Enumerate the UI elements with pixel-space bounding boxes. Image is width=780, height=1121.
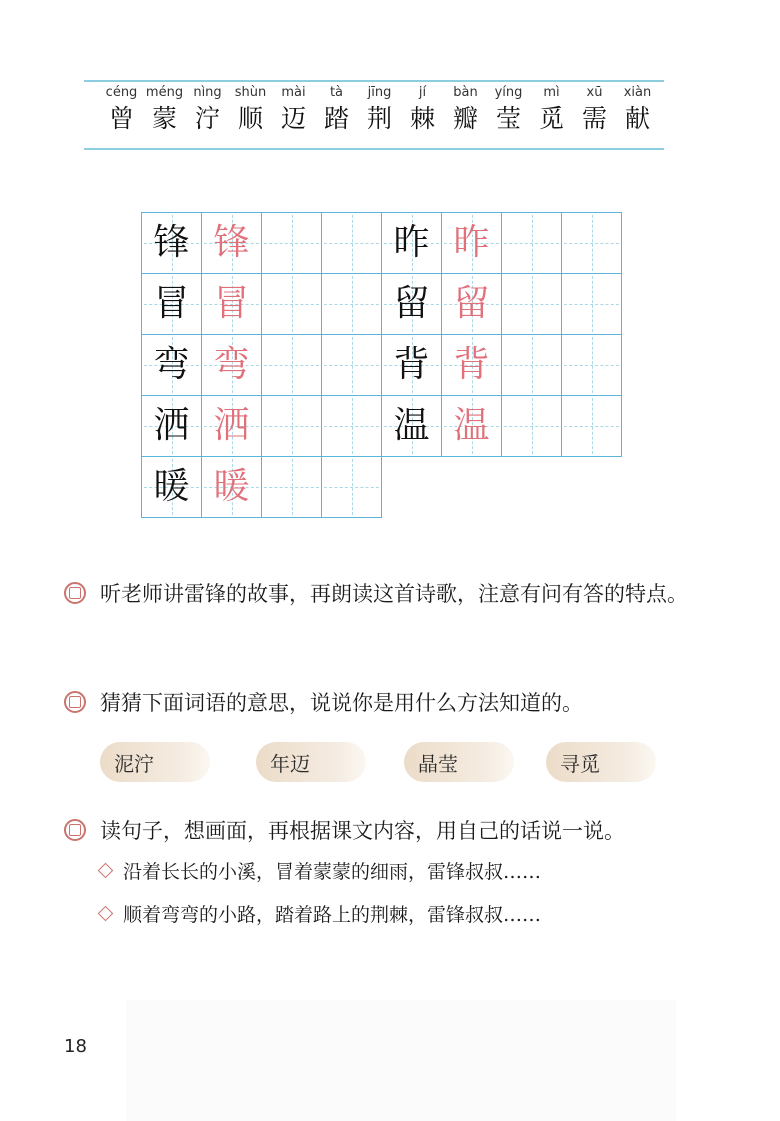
grid-cell-trace-char [442, 335, 502, 396]
grid-cell-empty [322, 213, 382, 274]
vocab-item [100, 84, 143, 148]
grid-cell-empty [502, 274, 562, 335]
grid-char: 留 [453, 283, 490, 324]
vocab-item [315, 84, 358, 148]
grid-cell-empty [262, 396, 322, 457]
grid-char: 洒 [213, 405, 250, 446]
word-row [100, 738, 660, 788]
grid-cell-model-char [382, 274, 442, 335]
vocab-item [272, 84, 315, 148]
grid-cell-trace-char [442, 396, 502, 457]
grid-cell-empty [322, 274, 382, 335]
vocab-item [143, 84, 186, 148]
grid-cell-model-char [142, 213, 202, 274]
grid-cell-empty [262, 274, 322, 335]
grid-char: 昨 [393, 222, 430, 263]
bottom-blank-panel [126, 1000, 676, 1121]
vocab-pinyin: mì [543, 85, 560, 100]
vocab-item [530, 84, 573, 148]
vocab-pinyin: bàn [453, 85, 478, 100]
vocab-item [573, 84, 616, 148]
grid-cell-empty [562, 274, 622, 335]
grid-char: 昨 [453, 222, 490, 263]
grid-char: 弯 [213, 344, 250, 385]
grid-cell-trace-char [202, 274, 262, 335]
word-card: 泥泞 [100, 742, 210, 782]
vocab-hanzi: 棘 [409, 104, 435, 133]
vocab-item [487, 84, 530, 148]
vocab-pinyin: méng [145, 85, 184, 100]
grid-cell-empty [262, 457, 322, 518]
grid-cell-trace-char [442, 213, 502, 274]
sentence-item [100, 857, 541, 884]
seal-icon [64, 582, 86, 604]
grid-char: 背 [453, 344, 490, 385]
vocab-item [358, 84, 401, 148]
grid-cell-empty [322, 457, 382, 518]
vocab-pinyin: shùn [234, 85, 267, 100]
grid-char: 温 [453, 405, 490, 446]
vocab-hanzi: 莹 [495, 104, 521, 133]
vocab-item [616, 84, 659, 148]
grid-cell-empty [502, 396, 562, 457]
vocab-item [186, 84, 229, 148]
grid-char: 弯 [153, 344, 190, 385]
vocab-pinyin: jí [418, 85, 427, 100]
exercise-2-text: 猜猜下面词语的意思，说说你是用什么方法知道的。 [100, 691, 583, 715]
grid-char: 温 [393, 405, 430, 446]
vocab-hanzi: 踏 [323, 104, 349, 133]
grid-cell-empty [262, 213, 322, 274]
grid-cell-empty [322, 396, 382, 457]
vocab-pinyin: xiàn [623, 85, 652, 100]
seal-icon [64, 691, 86, 713]
grid-cell-trace-char [202, 396, 262, 457]
sentence-text: 顺着弯弯的小路，踏着路上的荆棘，雷锋叔叔…… [123, 904, 542, 926]
grid-cell-model-char [382, 335, 442, 396]
vocab-pinyin: jīng [367, 85, 392, 100]
grid-cell-trace-char [442, 274, 502, 335]
grid-cell-model-char [382, 396, 442, 457]
grid-cell-trace-char [202, 213, 262, 274]
vocab-pinyin: tà [329, 85, 344, 100]
grid-cell-empty [502, 335, 562, 396]
vocab-item [401, 84, 444, 148]
vocab-hanzi: 蒙 [151, 104, 177, 133]
grid-char: 暖 [213, 466, 250, 507]
vocab-item [229, 84, 272, 148]
vocab-item [444, 84, 487, 148]
grid-cell-empty [562, 213, 622, 274]
exercise-1 [64, 575, 700, 613]
header-bottom-rule [84, 148, 664, 150]
exercise-3 [64, 812, 700, 850]
grid-cell-model-char [142, 396, 202, 457]
exercise-3-text: 读句子，想画面，再根据课文内容，用自己的话说一说。 [100, 819, 625, 843]
grid-cell-empty [502, 213, 562, 274]
vocab-hanzi: 觅 [538, 104, 564, 133]
seal-icon [64, 819, 86, 841]
vocab-hanzi: 需 [581, 104, 607, 133]
grid-cell-model-char [382, 213, 442, 274]
grid-char: 暖 [153, 466, 190, 507]
vocab-hanzi: 荆 [366, 104, 392, 133]
vocab-pinyin: céng [105, 85, 138, 100]
grid-char: 冒 [153, 283, 190, 324]
vocab-pinyin: nìng [193, 85, 222, 100]
word-card: 年迈 [256, 742, 366, 782]
grid-cell-trace-char [202, 335, 262, 396]
vocab-hanzi: 顺 [237, 104, 263, 133]
vocab-pinyin: xū [586, 85, 603, 100]
sentence-item [100, 900, 541, 927]
header-top-rule [84, 80, 664, 82]
grid-char: 锋 [213, 222, 250, 263]
vocab-hanzi: 泞 [194, 104, 220, 133]
grid-char: 背 [393, 344, 430, 385]
writing-grid-left [141, 212, 382, 518]
word-card: 晶莹 [404, 742, 514, 782]
exercise-2 [64, 684, 700, 722]
vocab-hanzi: 献 [624, 104, 650, 133]
grid-char: 留 [393, 283, 430, 324]
word-card: 寻觅 [546, 742, 656, 782]
exercise-1-text: 听老师讲雷锋的故事，再朗读这首诗歌，注意有问有答的特点。 [100, 582, 688, 606]
vocab-pinyin: mài [281, 85, 306, 100]
vocab-hanzi: 曾 [108, 104, 134, 133]
diamond-bullet-icon [98, 863, 114, 879]
writing-grid-right [381, 212, 622, 457]
grid-cell-empty [322, 335, 382, 396]
vocab-row [100, 84, 660, 148]
grid-cell-empty [562, 335, 622, 396]
page-number: 18 [64, 1036, 87, 1057]
grid-char: 锋 [153, 222, 190, 263]
vocab-hanzi: 瓣 [452, 104, 478, 133]
grid-cell-model-char [142, 457, 202, 518]
sentence-text: 沿着长长的小溪，冒着蒙蒙的细雨，雷锋叔叔…… [123, 861, 542, 883]
vocab-pinyin: yíng [494, 85, 523, 100]
grid-cell-model-char [142, 274, 202, 335]
grid-cell-empty [262, 335, 322, 396]
grid-cell-empty [562, 396, 622, 457]
grid-cell-model-char [142, 335, 202, 396]
vocab-hanzi: 迈 [280, 104, 306, 133]
grid-char: 洒 [153, 405, 190, 446]
diamond-bullet-icon [98, 906, 114, 922]
grid-cell-trace-char [202, 457, 262, 518]
grid-char: 冒 [213, 283, 250, 324]
